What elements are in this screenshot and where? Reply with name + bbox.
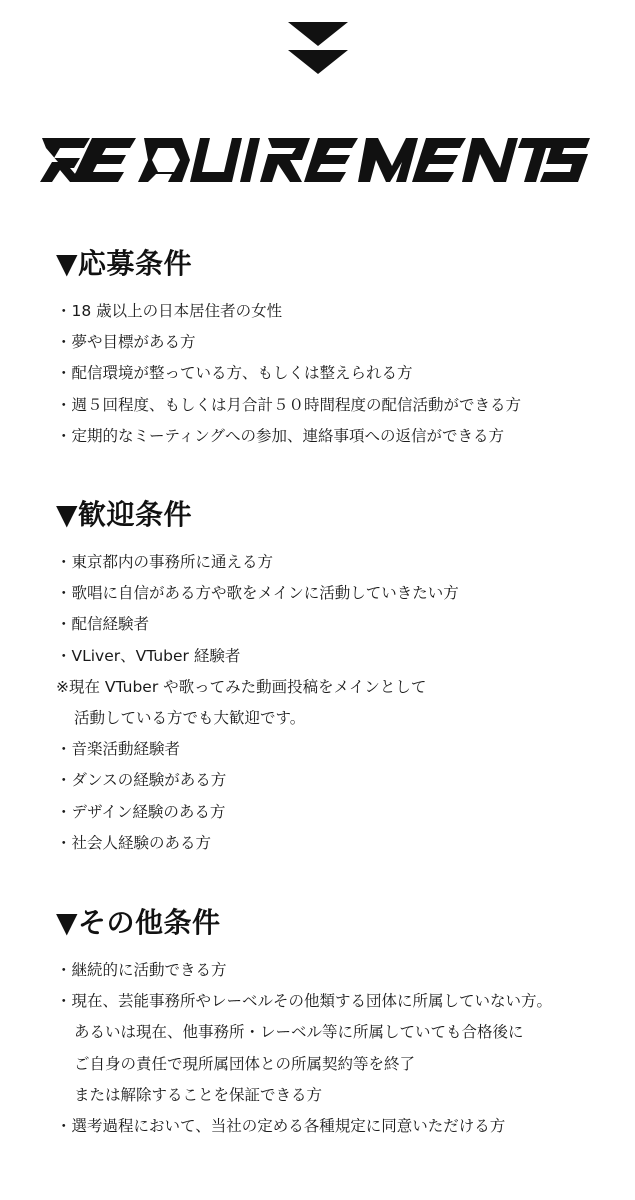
list-item: ・東京都内の事務所に通える方	[56, 553, 274, 571]
list-item: ・音楽活動経験者	[56, 740, 181, 759]
section-application-requirements	[56, 246, 626, 452]
section-heading: ▼歓迎条件	[56, 498, 193, 531]
list-item-continuation: あるいは現在、他事務所・レーベル等に所属していても合格後に	[74, 1023, 524, 1042]
list-item: ・配信経験者	[56, 615, 150, 634]
list-item: ・歌唱に自信がある方や歌をメインに活動していきたい方	[56, 584, 459, 603]
list-item: ・社会人経験のある方	[56, 833, 212, 852]
list-item: ・配信環境が整っている方、もしくは整えられる方	[56, 364, 413, 383]
note-item: ※現在 VTuber や歌ってみた動画投稿をメインとして	[56, 677, 427, 696]
list-item: ・現在、芸能事務所やレーベルその他類する団体に所属していない方。	[56, 992, 553, 1011]
list-item: ・ダンスの経験がある方	[56, 771, 227, 790]
list-item-continuation: または解除することを保証できる方	[74, 1085, 323, 1104]
list-item: ・定期的なミーティングへの参加、連絡事項への返信ができる方	[56, 426, 504, 445]
list-item: ・週５回程度、もしくは月合計５０時間程度の配信活動ができる方	[56, 395, 522, 414]
requirements-list	[56, 955, 626, 1142]
list-item: ・18 歳以上の日本居住者の女性	[56, 302, 283, 320]
list-item: ・継続的に活動できる方	[56, 961, 227, 979]
requirements-title-logo	[40, 138, 590, 182]
list-item-continuation: ご自身の責任で現所属団体との所属契約等を終了	[74, 1054, 416, 1073]
section-heading: ▼応募条件	[56, 247, 193, 280]
requirements-list	[56, 547, 626, 859]
list-item: ・VLiver、VTuber 経験者	[56, 646, 241, 665]
requirements-list	[56, 296, 626, 452]
double-chevron-down-icon	[288, 22, 348, 76]
section-heading: ▼その他条件	[56, 906, 221, 939]
section-welcome-requirements	[56, 497, 626, 859]
list-item: ・デザイン経験のある方	[56, 802, 226, 821]
list-item: ・選考過程において、当社の定める各種規定に同意いただける方	[56, 1117, 506, 1136]
note-item-continuation: 活動している方でも大歓迎です。	[74, 709, 306, 728]
section-other-requirements	[56, 905, 626, 1142]
list-item: ・夢や目標がある方	[56, 333, 196, 352]
